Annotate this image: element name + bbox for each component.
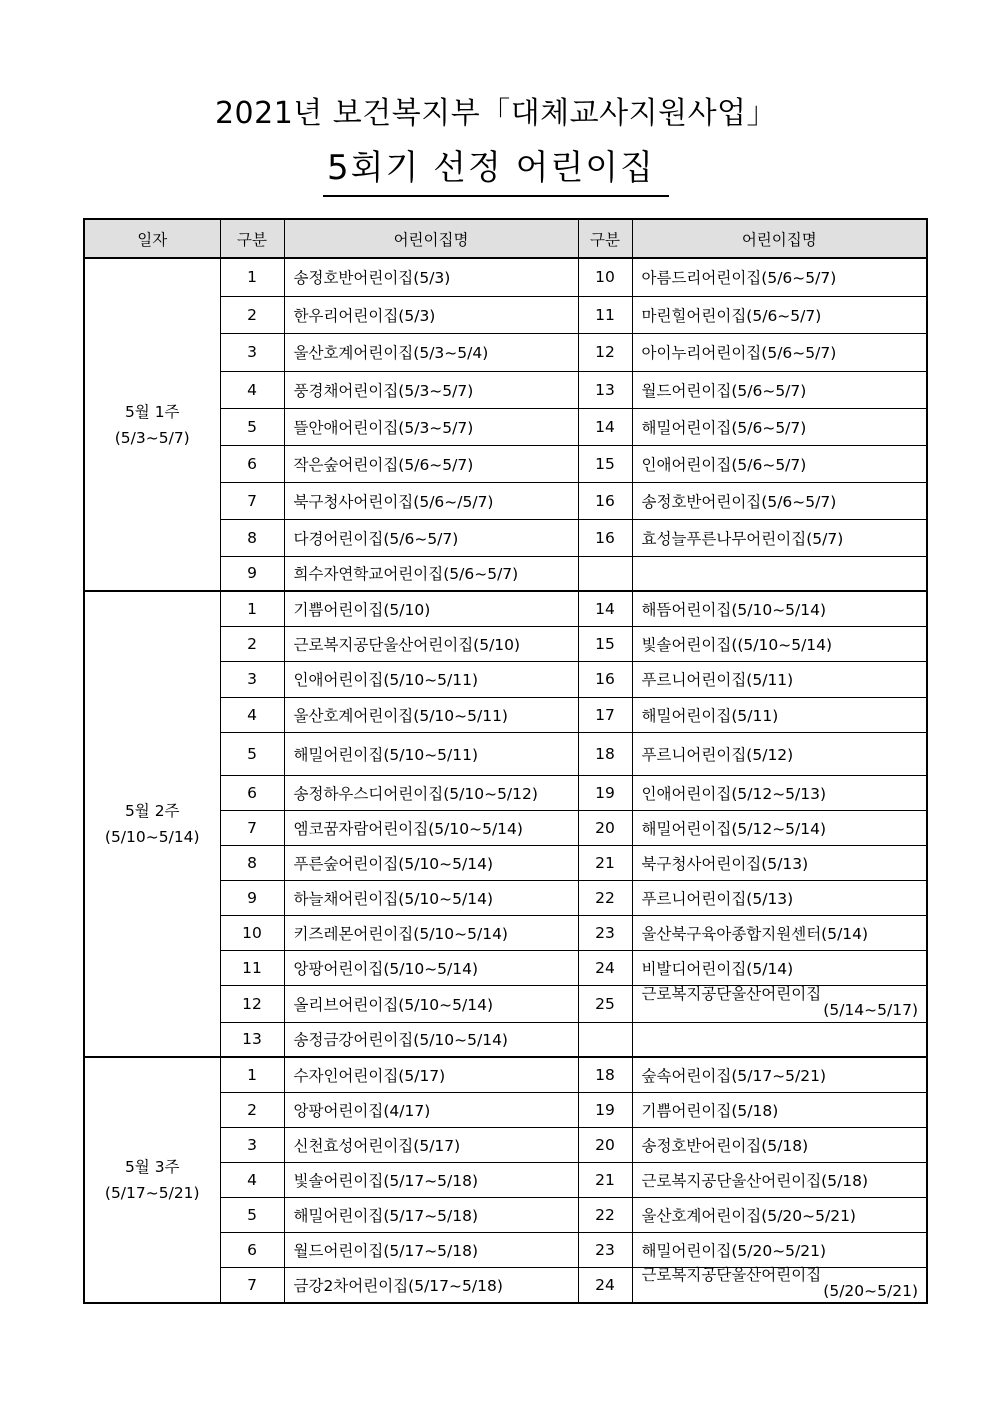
daycare-name-right-line1: 근로복지공단울산어린이집 xyxy=(641,984,822,1003)
daycare-name-right: 울산호계어린이집(5/20~5/21) xyxy=(632,1197,927,1232)
division-number-left: 2 xyxy=(220,296,284,333)
daycare-name-right xyxy=(632,556,927,591)
daycare-name-right-line1: 근로복지공단울산어린이집 xyxy=(641,1265,822,1284)
header-division-left: 구분 xyxy=(220,219,284,258)
daycare-name-right: 월드어린이집(5/6~5/7) xyxy=(632,371,927,408)
division-number-right: 10 xyxy=(578,258,632,296)
daycare-name-right: 북구청사어린이집(5/13) xyxy=(632,845,927,880)
division-number-left: 1 xyxy=(220,1057,284,1092)
division-number-right: 19 xyxy=(578,775,632,810)
daycare-name-right-line2: (5/14~5/17) xyxy=(823,1000,918,1019)
daycare-name-left: 작은숲어린이집(5/6~5/7) xyxy=(284,445,578,482)
daycare-name-left: 희수자연학교어린이집(5/6~5/7) xyxy=(284,556,578,591)
daycare-name-left: 송정호반어린이집(5/3) xyxy=(284,258,578,296)
daycare-name-right: 울산북구육아종합지원센터(5/14) xyxy=(632,915,927,950)
daycare-name-left: 엠코꿈자람어린이집(5/10~5/14) xyxy=(284,810,578,845)
daycare-name-right-line2: (5/20~5/21) xyxy=(823,1281,918,1300)
daycare-name-right: 해밀어린이집(5/12~5/14) xyxy=(632,810,927,845)
daycare-name-right xyxy=(632,1267,927,1303)
daycare-name-right: 숲속어린이집(5/17~5/21) xyxy=(632,1057,927,1092)
division-number-right: 16 xyxy=(578,519,632,556)
division-number-left: 6 xyxy=(220,775,284,810)
division-number-left: 1 xyxy=(220,258,284,296)
division-number-left: 8 xyxy=(220,519,284,556)
division-number-left: 3 xyxy=(220,1127,284,1162)
daycare-name-left: 해밀어린이집(5/10~5/11) xyxy=(284,732,578,775)
daycare-name-right: 근로복지공단울산어린이집(5/18) xyxy=(632,1162,927,1197)
division-number-right: 14 xyxy=(578,408,632,445)
week-label: 5월 2주 xyxy=(124,802,180,820)
table-row xyxy=(84,258,927,296)
division-number-right: 22 xyxy=(578,880,632,915)
daycare-name-right: 비발디어린이집(5/14) xyxy=(632,950,927,985)
daycare-name-left: 근로복지공단울산어린이집(5/10) xyxy=(284,626,578,661)
division-number-left: 5 xyxy=(220,1197,284,1232)
division-number-right: 16 xyxy=(578,661,632,697)
division-number-left: 4 xyxy=(220,1162,284,1197)
header-division-right: 구분 xyxy=(578,219,632,258)
division-number-right: 19 xyxy=(578,1092,632,1127)
week-period-cell xyxy=(84,258,220,591)
week-range: (5/17~5/21) xyxy=(104,1184,200,1202)
daycare-name-right: 해밀어린이집(5/6~5/7) xyxy=(632,408,927,445)
daycare-name-right: 해뜸어린이집(5/10~5/14) xyxy=(632,591,927,626)
week-label: 5월 3주 xyxy=(124,1158,180,1176)
daycare-name-right: 푸르니어린이집(5/13) xyxy=(632,880,927,915)
daycare-name-left: 앙팡어린이집(5/10~5/14) xyxy=(284,950,578,985)
division-number-left: 11 xyxy=(220,950,284,985)
division-number-left: 9 xyxy=(220,880,284,915)
division-number-right xyxy=(578,1022,632,1057)
division-number-right: 13 xyxy=(578,371,632,408)
daycare-name-left: 수자인어린이집(5/17) xyxy=(284,1057,578,1092)
daycare-name-right: 해밀어린이집(5/20~5/21) xyxy=(632,1232,927,1267)
division-number-right: 20 xyxy=(578,1127,632,1162)
week-period-cell xyxy=(84,1057,220,1303)
division-number-left: 5 xyxy=(220,732,284,775)
daycare-name-right: 빛솔어린이집((5/10~5/14) xyxy=(632,626,927,661)
division-number-right: 21 xyxy=(578,845,632,880)
division-number-right: 18 xyxy=(578,1057,632,1092)
table-row xyxy=(84,591,927,626)
division-number-left: 6 xyxy=(220,1232,284,1267)
week-range: (5/3~5/7) xyxy=(114,428,190,447)
daycare-name-left: 뜰안애어린이집(5/3~5/7) xyxy=(284,408,578,445)
daycare-name-left: 울산호계어린이집(5/3~5/4) xyxy=(284,333,578,371)
division-number-left: 2 xyxy=(220,626,284,661)
division-number-right: 16 xyxy=(578,482,632,519)
daycare-name-right: 아름드리어린이집(5/6~5/7) xyxy=(632,258,927,296)
table-header-row xyxy=(84,219,927,258)
daycare-name-left: 북구청사어린이집(5/6~/5/7) xyxy=(284,482,578,519)
daycare-name-right: 효성늘푸른나무어린이집(5/7) xyxy=(632,519,927,556)
daycare-name-left: 풍경채어린이집(5/3~5/7) xyxy=(284,371,578,408)
division-number-right: 15 xyxy=(578,626,632,661)
daycare-name-right xyxy=(632,985,927,1022)
daycare-name-left: 하늘채어린이집(5/10~5/14) xyxy=(284,880,578,915)
daycare-name-right: 푸르니어린이집(5/11) xyxy=(632,661,927,697)
document-subtitle-text: 5회기 선정 어린이집 xyxy=(323,140,669,197)
division-number-left: 4 xyxy=(220,371,284,408)
daycare-name-left: 송정하우스디어린이집(5/10~5/12) xyxy=(284,775,578,810)
daycare-name-left: 올리브어린이집(5/10~5/14) xyxy=(284,985,578,1022)
daycare-name-left: 해밀어린이집(5/17~5/18) xyxy=(284,1197,578,1232)
division-number-left: 10 xyxy=(220,915,284,950)
division-number-left: 3 xyxy=(220,661,284,697)
header-name-right: 어린이집명 xyxy=(632,219,927,258)
division-number-right: 24 xyxy=(578,1267,632,1303)
daycare-name-left: 월드어린이집(5/17~5/18) xyxy=(284,1232,578,1267)
daycare-name-left: 신천효성어린이집(5/17) xyxy=(284,1127,578,1162)
division-number-right: 21 xyxy=(578,1162,632,1197)
division-number-right: 25 xyxy=(578,985,632,1022)
division-number-left: 7 xyxy=(220,810,284,845)
week-range: (5/10~5/14) xyxy=(104,828,200,846)
division-number-left: 6 xyxy=(220,445,284,482)
division-number-left: 7 xyxy=(220,482,284,519)
division-number-left: 1 xyxy=(220,591,284,626)
division-number-right xyxy=(578,556,632,591)
week-label: 5월 1주 xyxy=(124,402,180,421)
daycare-name-right: 송정호반어린이집(5/18) xyxy=(632,1127,927,1162)
division-number-right: 20 xyxy=(578,810,632,845)
division-number-left: 2 xyxy=(220,1092,284,1127)
division-number-right: 22 xyxy=(578,1197,632,1232)
daycare-name-left: 다경어린이집(5/6~5/7) xyxy=(284,519,578,556)
selection-table xyxy=(83,218,928,1304)
daycare-name-left: 금강2차어린이집(5/17~5/18) xyxy=(284,1267,578,1303)
daycare-name-left: 키즈레몬어린이집(5/10~5/14) xyxy=(284,915,578,950)
daycare-name-left: 인애어린이집(5/10~5/11) xyxy=(284,661,578,697)
daycare-name-right: 마린힐어린이집(5/6~5/7) xyxy=(632,296,927,333)
division-number-left: 7 xyxy=(220,1267,284,1303)
daycare-name-left: 앙팡어린이집(4/17) xyxy=(284,1092,578,1127)
document-subtitle xyxy=(0,140,992,197)
division-number-right: 23 xyxy=(578,915,632,950)
daycare-name-right: 푸르니어린이집(5/12) xyxy=(632,732,927,775)
division-number-right: 15 xyxy=(578,445,632,482)
header-date: 일자 xyxy=(84,219,220,258)
division-number-right: 14 xyxy=(578,591,632,626)
daycare-name-right: 해밀어린이집(5/11) xyxy=(632,697,927,732)
header-name-left: 어린이집명 xyxy=(284,219,578,258)
daycare-name-left: 기쁨어린이집(5/10) xyxy=(284,591,578,626)
division-number-left: 3 xyxy=(220,333,284,371)
daycare-name-left: 푸른숲어린이집(5/10~5/14) xyxy=(284,845,578,880)
division-number-left: 9 xyxy=(220,556,284,591)
division-number-right: 23 xyxy=(578,1232,632,1267)
division-number-left: 5 xyxy=(220,408,284,445)
daycare-name-right: 인애어린이집(5/6~5/7) xyxy=(632,445,927,482)
daycare-name-right: 인애어린이집(5/12~5/13) xyxy=(632,775,927,810)
daycare-name-left: 빛솔어린이집(5/17~5/18) xyxy=(284,1162,578,1197)
document-title: 2021년 보건복지부「대체교사지원사업」 xyxy=(214,96,778,131)
daycare-name-right: 아이누리어린이집(5/6~5/7) xyxy=(632,333,927,371)
week-period-cell xyxy=(84,591,220,1057)
daycare-name-left: 송정금강어린이집(5/10~5/14) xyxy=(284,1022,578,1057)
division-number-left: 13 xyxy=(220,1022,284,1057)
division-number-right: 17 xyxy=(578,697,632,732)
table-row xyxy=(84,1057,927,1092)
division-number-right: 11 xyxy=(578,296,632,333)
division-number-right: 24 xyxy=(578,950,632,985)
division-number-right: 12 xyxy=(578,333,632,371)
division-number-left: 12 xyxy=(220,985,284,1022)
daycare-name-right xyxy=(632,1022,927,1057)
daycare-name-right: 기쁨어린이집(5/18) xyxy=(632,1092,927,1127)
daycare-name-right: 송정호반어린이집(5/6~5/7) xyxy=(632,482,927,519)
daycare-name-left: 울산호계어린이집(5/10~5/11) xyxy=(284,697,578,732)
daycare-name-left: 한우리어린이집(5/3) xyxy=(284,296,578,333)
division-number-left: 4 xyxy=(220,697,284,732)
division-number-right: 18 xyxy=(578,732,632,775)
division-number-left: 8 xyxy=(220,845,284,880)
table-body xyxy=(84,258,927,1303)
